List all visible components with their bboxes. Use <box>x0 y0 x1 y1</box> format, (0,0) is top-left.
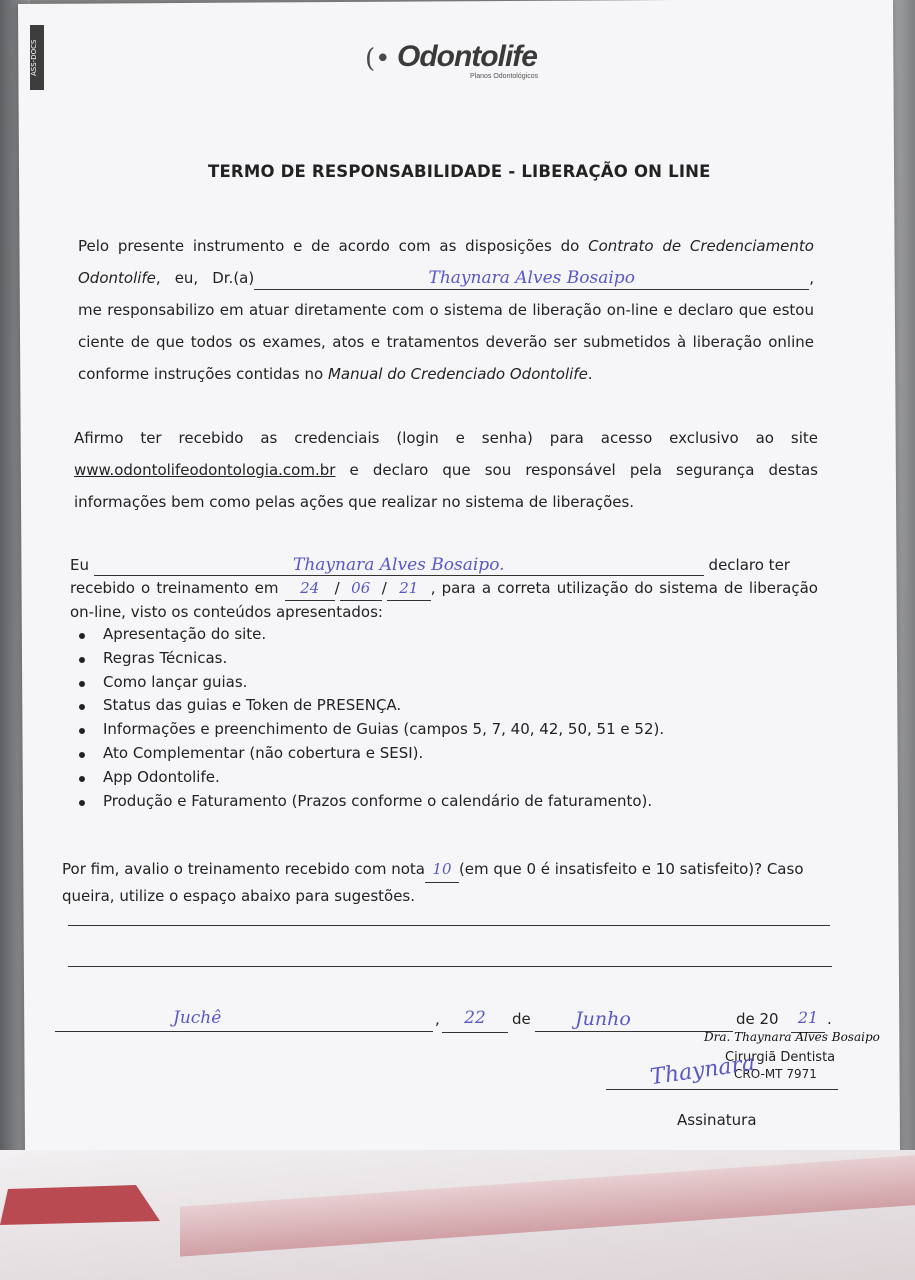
p3-eu: Eu <box>70 556 89 574</box>
date-de-2: de 20 <box>736 1010 779 1028</box>
p1-period: . <box>587 365 593 383</box>
logo-subtitle: Planos Odontológicos <box>470 73 539 80</box>
p1-contract: Contrato de Credenciamento Odontolife <box>78 237 814 287</box>
signature-line <box>606 1089 838 1090</box>
p4-start: Por fim, avalio o treinamento recebido com nota <box>62 860 425 878</box>
list-item: Apresentação do site. <box>103 623 664 647</box>
side-stamp: ASS-DOCS <box>30 25 44 90</box>
city-field: Juchê <box>55 1008 433 1032</box>
signature-block <box>600 1020 880 1140</box>
paragraph-training <box>70 554 818 624</box>
paragraph-responsibility <box>78 230 814 390</box>
date-comma: , <box>435 1010 440 1028</box>
handwritten-signature: Thaynara <box>648 1050 757 1091</box>
training-month-field: 06 <box>340 577 382 601</box>
logo-icon: (• <box>365 44 391 74</box>
company-logo <box>365 40 565 85</box>
date-year-field: 21 <box>791 1008 825 1033</box>
site-link[interactable]: www.odontolifeodontologia.com.br <box>74 461 336 479</box>
grade-field: 10 <box>425 856 459 883</box>
paragraph-evaluation <box>62 856 832 909</box>
p3-rest: , para a correta utilização do sistema de liberação on-line, visto os conteúdos apresentados: <box>70 579 818 621</box>
p1-end: , <box>809 269 814 287</box>
date-de-1: de <box>512 1010 531 1028</box>
list-item: App Odontolife. <box>103 766 664 790</box>
list-item: Como lançar guias. <box>103 671 664 695</box>
p2-end: e declaro que sou responsável pela segurança destas informações bem como pelas ações que realizar no sistema de liberações. <box>74 461 818 511</box>
p1-rest: me responsabilizo em atuar diretamente com o sistema de liberação on-line e declaro que estou ciente de que todos os exames, atos e tratamentos deverão ser submetidos à liberação online conforme instruções contidas no <box>78 301 814 383</box>
list-item: Ato Complementar (não cobertura e SESI). <box>103 742 664 766</box>
suggestion-line-2 <box>68 966 832 967</box>
dentist-name-field: Thaynara Alves Bosaipo <box>254 267 809 290</box>
p1-intro: Pelo presente instrumento e de acordo com as disposições do <box>78 237 580 255</box>
training-day-field: 24 <box>285 577 335 601</box>
p2-start: Afirmo ter recebido as credenciais (login e senha) para acesso exclusivo ao site <box>74 429 818 447</box>
date-separator: / <box>334 579 340 597</box>
stamp-cro: CRO-MT 7971 <box>734 1067 817 1081</box>
training-year-field: 21 <box>387 577 431 601</box>
p1-mid: , eu, Dr.(a) <box>155 269 255 287</box>
signature-label: Assinatura <box>677 1111 757 1129</box>
logo-text: Odontolife <box>397 40 537 73</box>
date-month-field: Junho <box>535 1008 733 1032</box>
p1-manual: Manual do Credenciado Odontolife <box>327 365 588 383</box>
training-topics-list <box>103 623 664 813</box>
trainee-name-field: Thaynara Alves Bosaipo. <box>94 555 704 576</box>
red-logo-fragment <box>0 1185 160 1225</box>
p3-recebido: recebido o treinamento em <box>70 579 279 597</box>
document-title: TERMO DE RESPONSABILIDADE - LIBERAÇÃO ON LINE <box>208 162 711 181</box>
p3-declaro: declaro ter <box>708 556 790 574</box>
stamp-role: Cirurgiã Dentista <box>725 1050 836 1065</box>
p4-end: (em que 0 é insatisfeito e 10 satisfeito)? Caso queira, utilize o espaço abaixo para sugestões. <box>62 860 804 905</box>
list-item: Informações e preenchimento de Guias (campos 5, 7, 40, 42, 50, 51 e 52). <box>103 718 664 742</box>
date-period: . <box>827 1010 832 1028</box>
list-item: Status das guias e Token de PRESENÇA. <box>103 694 664 718</box>
list-item: Produção e Faturamento (Prazos conforme o calendário de faturamento). <box>103 790 664 814</box>
suggestion-line-1 <box>68 925 830 926</box>
date-day-field: 22 <box>442 1008 508 1033</box>
date-separator: / <box>381 579 387 597</box>
stamp-name: Dra. Thaynara Alves Bosaipo <box>704 1030 880 1044</box>
list-item: Regras Técnicas. <box>103 647 664 671</box>
paragraph-credentials <box>74 422 818 518</box>
